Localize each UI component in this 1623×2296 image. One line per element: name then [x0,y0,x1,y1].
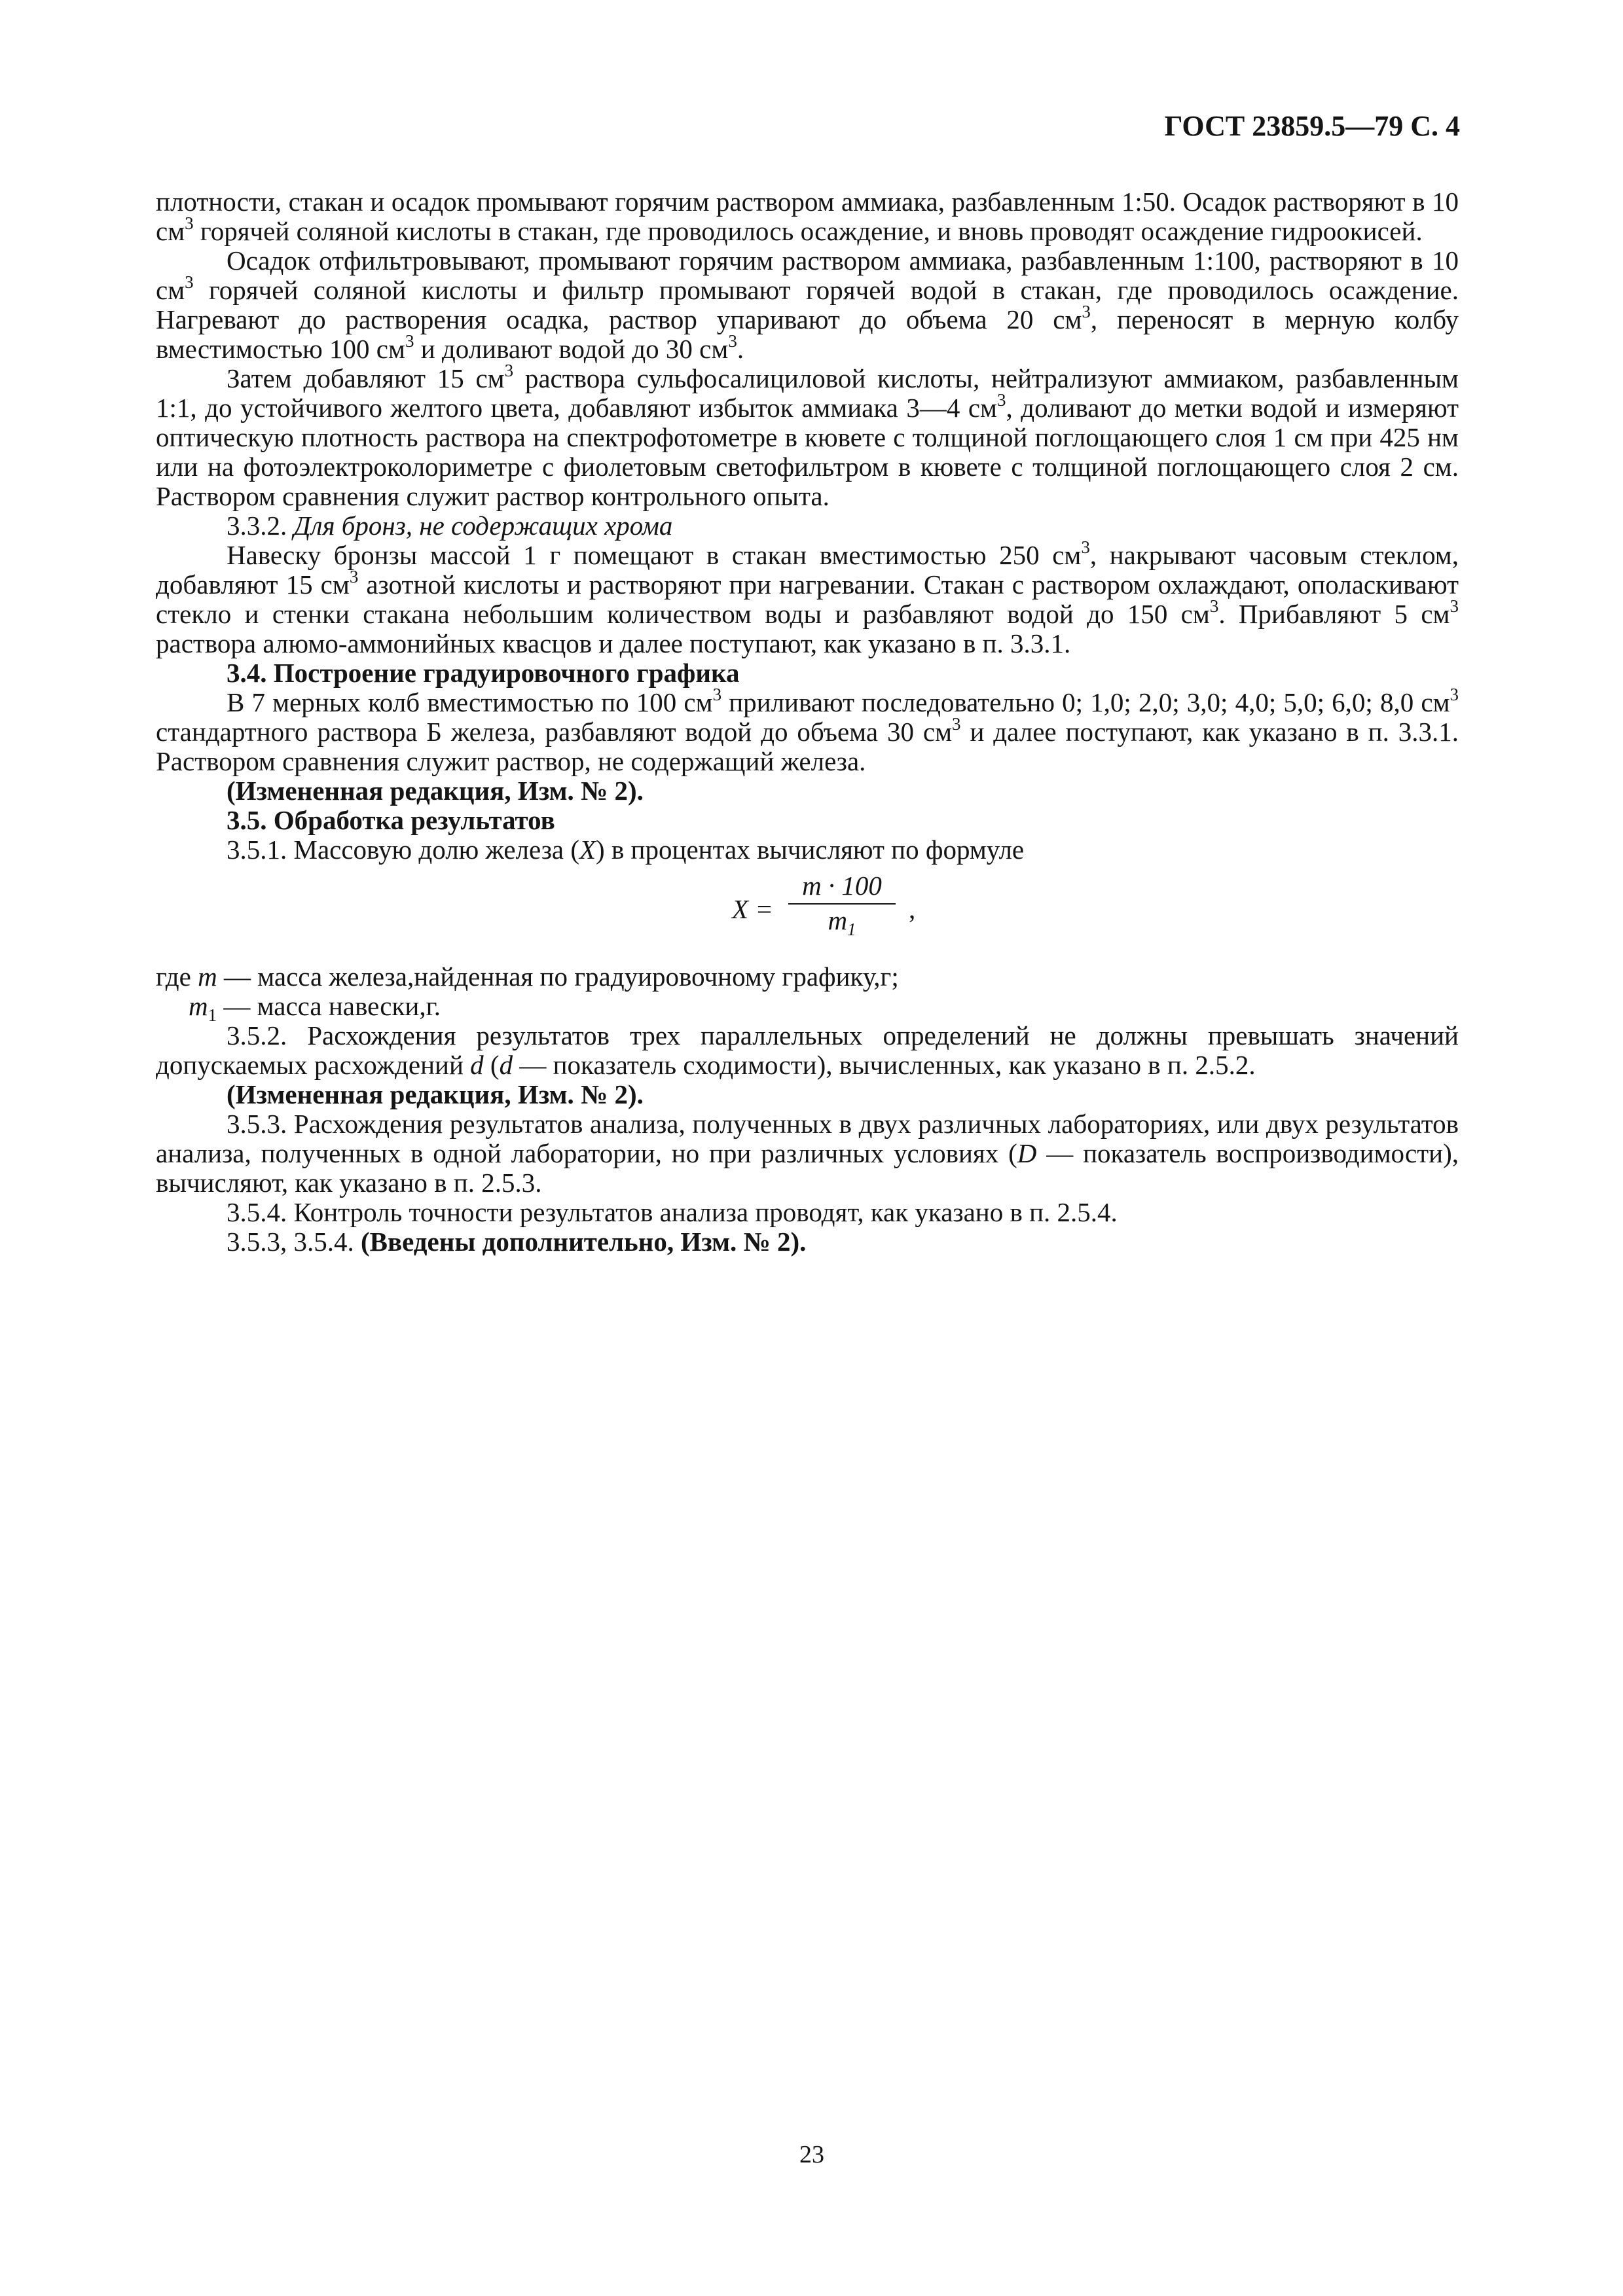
paragraph-measurement: Затем добавляют 15 $см^3$ раствора сульфосалициловой кислоты, нейтрализуют аммиаком, разбавленным 1:1, до устойчивого желтого цвета, добавляют избыток аммиака 3—4 $см^3$, доливают до метки водой и измеряют оптическую плотность раствора на спектрофотометре в кювете с толщиной поглощающего слоя 1 см при 425 нм или на фотоэлектроколориметре с фиолетовым светофильтром в кювете с толщиной поглощающего слоя 2 см. Раствором сравнения служит раствор контрольного опыта. [156,361,1459,511]
paragraph-3-5-2: 3.5.2. Расхождения результатов трех параллельных определений не должны превышать значений допускаемых расхождений d (d — показатель сходимости), вычисленных, как указано в п. 2.5.2. [156,1020,1459,1080]
formula-lhs: X = [732,894,773,924]
where-clause-m: где m — масса железа,найденная по градуировочному графику,г; [156,961,899,992]
paragraph-3-5-3: 3.5.3. Расхождения результатов анализа, полученных в двух различных лабораториях, или двух результатов анализа, полученных в одной лаборатории, но при различных условиях (D — показатель воспроизводимости), вычисляют, как указано в п. 2.5.3. [156,1109,1459,1198]
document-header: ГОСТ 23859.5—79 С. 4 [1164,110,1460,142]
formula-comma: , [909,894,916,924]
document-body [156,187,1459,1257]
paragraph-calibration: В 7 мерных колб вместимостью по 100 $см^3$ приливают последовательно 0; 1,0; 2,0; 3,0; 4,0; 5,0; 6,0; 8,0 $см^3$ стандартного раствора Б железа, разбавляют водой до объема 30 $см^3$ и далее поступают, как указано в п. 3.3.1. Раствором сравнения служит раствор, не содержащий железа. [156,685,1459,776]
section-3-4-heading: 3.4. Построение градуировочного графика [227,658,740,688]
paragraph-introduced-note: 3.5.3, 3.5.4. (Введены дополнительно, Изм. № 2). [227,1227,807,1257]
paragraph-filtration: Осадок отфильтровывают, промывают горячим раствором аммиака, разбавленным 1:100, растворяют в 10 $см^3$ горячей соляной кислоты и фильтр промывают горячей водой в стакан, где проводилось осаждение. Нагревают до растворения осадка, раствор упаривают до объема 20 $см^3$, переносят в мерную колбу вместимостью 100 $см^3$ и доливают водой до 30 $см^3$. [156,245,1459,364]
paragraph-3-5-4: 3.5.4. Контроль точности результатов анализа проводят, как указано в п. 2.5.4. [227,1197,1118,1227]
paragraph-3-5-1: 3.5.1. Массовую долю железа (X) в процентах вычисляют по формуле [227,834,1025,865]
formula-mass-fraction [156,871,1459,953]
section-3-5-heading: 3.5. Обработка результатов [227,805,555,835]
paragraph-bronze-sample: Навеску бронзы массой 1 г помещают в стакан вместимостью 250 $см^3$, накрывают часовым стеклом, добавляют 15 $см^3$ азотной кислоты и растворяют при нагревании. Стакан с раствором охлаждают, ополаскивают стекло и стенки стакана небольшим количеством воды и разбавляют водой до 150 $см^3$. Прибавляют 5 $см^3$ раствора алюмо-аммонийных квасцов и далее поступают, как указано в п. 3.3.1. [156,537,1459,658]
amendment-note-2: (Измененная редакция, Изм. № 2). [227,1079,644,1109]
formula-numerator: m · 100 [802,870,882,901]
where-clause-m1: $m_1$ — масса навески,г. [189,991,441,1026]
paragraph-continuation: плотности, стакан и осадок промывают горячим раствором аммиака, разбавленным 1:50. Осадок растворяют в 10 $см^3$ горячей соляной кислоты в стакан, где проводилось осаждение, и вновь проводят осаждение гидроокисей. [156,187,1459,246]
formula-denominator: $m_1$ [828,905,856,940]
page-number: 23 [799,2141,824,2168]
amendment-note: (Измененная редакция, Изм. № 2). [227,776,644,806]
formula-fraction [783,870,901,940]
section-3-3-2-heading: 3.3.2. Для бронз, не содержащих хрома [227,511,673,541]
